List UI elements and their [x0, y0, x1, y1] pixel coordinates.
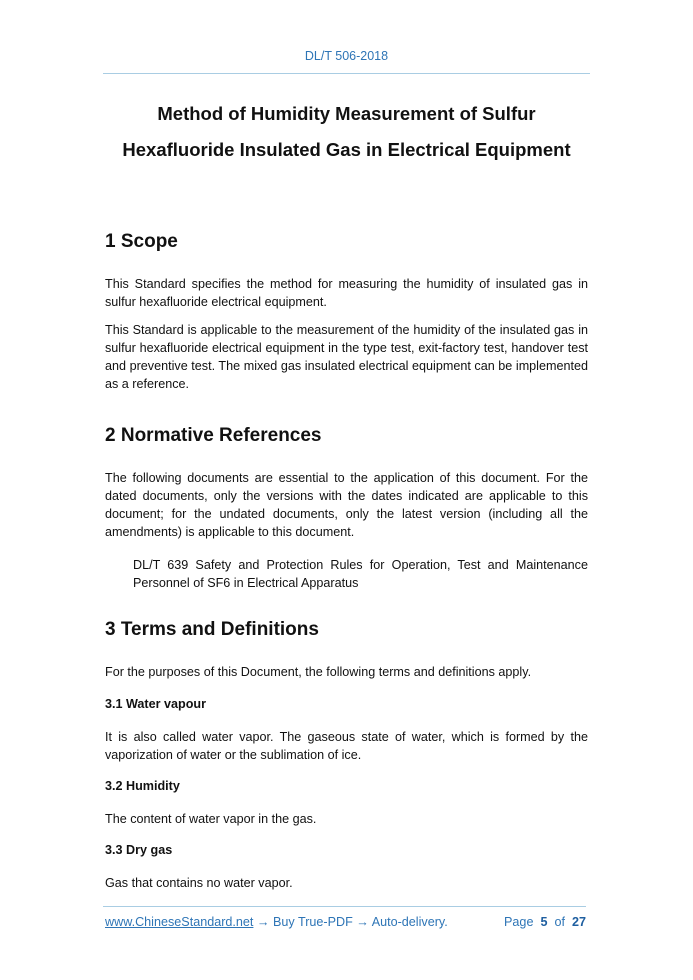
term-heading-dry-gas: 3.3 Dry gas: [105, 843, 173, 857]
of-label: of: [554, 915, 565, 929]
reference-item: DL/T 639 Safety and Protection Rules for Operation, Test and Maintenance Personnel of SF6 in Electrical Apparatus: [133, 558, 588, 590]
document-title: [60, 96, 633, 168]
term-heading-water-vapour: 3.1 Water vapour: [105, 697, 207, 711]
term-definition-humidity: The content of water vapor in the gas.: [105, 812, 317, 826]
section-heading-normative-references: 2 Normative References: [105, 425, 322, 446]
term-definition-dry-gas: Gas that contains no water vapor.: [105, 876, 293, 890]
term-definition-water-vapour: It is also called water vapor. The gaseous state of water, which is formed by the vaporization of water or the sublimation of ice.: [105, 730, 588, 762]
section-heading-terms: 3 Terms and Definitions: [105, 619, 319, 640]
title-line-2: Hexafluoride Insulated Gas in Electrical Equipment: [122, 139, 571, 160]
scope-paragraph-2: This Standard is applicable to the measurement of the humidity of the insulated gas in sulfur hexafluoride electrical equipment in the type test, exit-factory test, handover test and preventive test. The mixed gas insulated electrical equipment can be implemented as a reference.: [105, 323, 588, 391]
scope-paragraph-1: This Standard specifies the method for measuring the humidity of insulated gas in sulfur hexafluoride electrical equipment.: [105, 277, 588, 309]
terms-paragraph: For the purposes of this Document, the following terms and definitions apply.: [105, 665, 532, 679]
page-label: Page: [504, 915, 534, 929]
term-heading-humidity: 3.2 Humidity: [105, 779, 180, 793]
current-page: 5: [540, 915, 548, 929]
header-standard-code: DL/T 506-2018: [304, 49, 389, 63]
header-divider: [103, 73, 590, 74]
section-heading-scope: 1 Scope: [105, 231, 178, 252]
footer-promo-text: → Buy True-PDF → Auto-delivery.: [253, 915, 448, 929]
footer-divider: [103, 906, 586, 907]
page-number: [504, 915, 586, 929]
title-line-1: Method of Humidity Measurement of Sulfur: [157, 103, 536, 124]
total-pages: 27: [571, 915, 586, 929]
footer-promo: [105, 915, 448, 929]
footer-website-link[interactable]: www.ChineseStandard.net: [105, 915, 254, 929]
references-paragraph: The following documents are essential to the application of this document. For the dated documents, only the versions with the dates indicated are applicable to this document; for the undated documents, only the latest version (including all the amendments) is applicable to this document.: [105, 471, 588, 539]
